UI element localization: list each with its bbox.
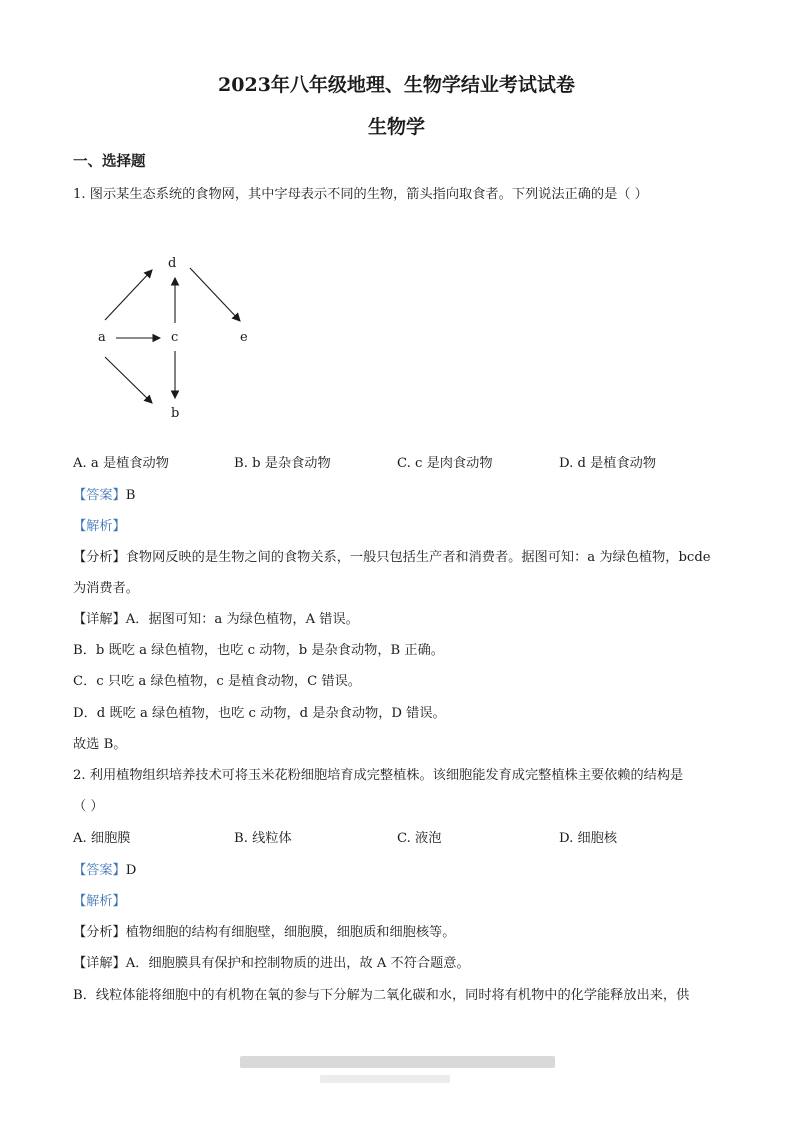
q1-xiangjie-b: B．b 既吃 a 绿色植物，也吃 c 动物，b 是杂食动物，B 正确。 bbox=[73, 643, 444, 658]
q2-answer: D bbox=[125, 863, 137, 878]
q1-fenxi-line2: 为消费者。 bbox=[73, 581, 139, 596]
fenxi-tag: 【分析】 bbox=[73, 925, 126, 940]
node-a: a bbox=[98, 330, 106, 345]
page-subtitle: 生物学 bbox=[367, 116, 425, 138]
q1-fenxi-row bbox=[73, 546, 711, 565]
xiangjie-tag: 【详解】 bbox=[73, 956, 126, 971]
q1-analysis-tag: 【解析】 bbox=[73, 519, 126, 534]
q2-option-c: C. 液泡 bbox=[397, 831, 442, 846]
section-heading: 一、选择题 bbox=[73, 153, 146, 170]
q1-option-a: A. a 是植食动物 bbox=[73, 456, 169, 471]
node-e: e bbox=[240, 330, 248, 345]
q2-xiangjie-b: B．线粒体能将细胞中的有机物在氧的参与下分解为二氧化碳和水，同时将有机物中的化学能释放出来，供 bbox=[73, 988, 690, 1003]
q1-option-c: C. c 是肉食动物 bbox=[397, 456, 493, 471]
q1-option-b: B. b 是杂食动物 bbox=[234, 456, 331, 471]
q2-analysis-tag: 【解析】 bbox=[73, 894, 126, 909]
q1-xiangjie-c: C．c 只吃 a 绿色植物，c 是植食动物，C 错误。 bbox=[73, 674, 361, 689]
page-title: 2023年八年级地理、生物学结业考试试卷 bbox=[218, 74, 575, 96]
q2-fenxi-row bbox=[73, 921, 455, 940]
q2-fenxi-text: 植物细胞的结构有细胞壁，细胞膜，细胞质和细胞核等。 bbox=[125, 925, 456, 940]
food-web-diagram bbox=[80, 245, 280, 425]
q1-stem: 1. 图示某生态系统的食物网，其中字母表示不同的生物，箭头指向取食者。下列说法正确的是（ ） bbox=[73, 187, 648, 202]
answer-tag: 【答案】 bbox=[73, 863, 126, 878]
q2-option-a: A. 细胞膜 bbox=[73, 831, 131, 846]
blurred-footer-watermark bbox=[240, 1056, 555, 1068]
q1-xiangjie-a: A．据图可知：a 为绿色植物，A 错误。 bbox=[125, 612, 359, 627]
blurred-footer-watermark-2 bbox=[320, 1075, 450, 1083]
answer-tag: 【答案】 bbox=[73, 488, 126, 503]
q2-option-d: D. 细胞核 bbox=[559, 831, 618, 846]
q1-xiangjie-row bbox=[73, 608, 359, 627]
node-c: c bbox=[171, 330, 179, 345]
arrow-d-e bbox=[190, 268, 240, 321]
q2-xiangjie-a: A．细胞膜具有保护和控制物质的进出，故 A 不符合题意。 bbox=[125, 956, 470, 971]
node-d: d bbox=[168, 256, 177, 271]
q1-conclusion: 故选 B。 bbox=[73, 737, 127, 752]
arrow-a-b bbox=[105, 357, 152, 403]
q2-option-b: B. 线粒体 bbox=[234, 831, 292, 846]
arrow-a-d bbox=[105, 270, 152, 320]
q1-answer-row bbox=[73, 484, 135, 503]
q1-answer: B bbox=[125, 488, 136, 503]
fenxi-tag: 【分析】 bbox=[73, 550, 126, 565]
q2-xiangjie-row bbox=[73, 952, 470, 971]
q2-stem: 2. 利用植物组织培养技术可将玉米花粉细胞培育成完整植株。该细胞能发育成完整植株主要依赖的结构是 bbox=[73, 768, 684, 783]
q2-stem-bracket: （ ） bbox=[73, 799, 104, 814]
q2-answer-row bbox=[73, 859, 136, 878]
q1-fenxi-text: 食物网反映的是生物之间的食物关系，一般只包括生产者和消费者。据图可知：a 为绿色植物，bcde bbox=[125, 550, 711, 565]
node-b: b bbox=[171, 406, 180, 421]
q1-xiangjie-d: D．d 既吃 a 绿色植物，也吃 c 动物，d 是杂食动物，D 错误。 bbox=[73, 706, 446, 721]
xiangjie-tag: 【详解】 bbox=[73, 612, 126, 627]
q1-option-d: D. d 是植食动物 bbox=[559, 456, 657, 471]
